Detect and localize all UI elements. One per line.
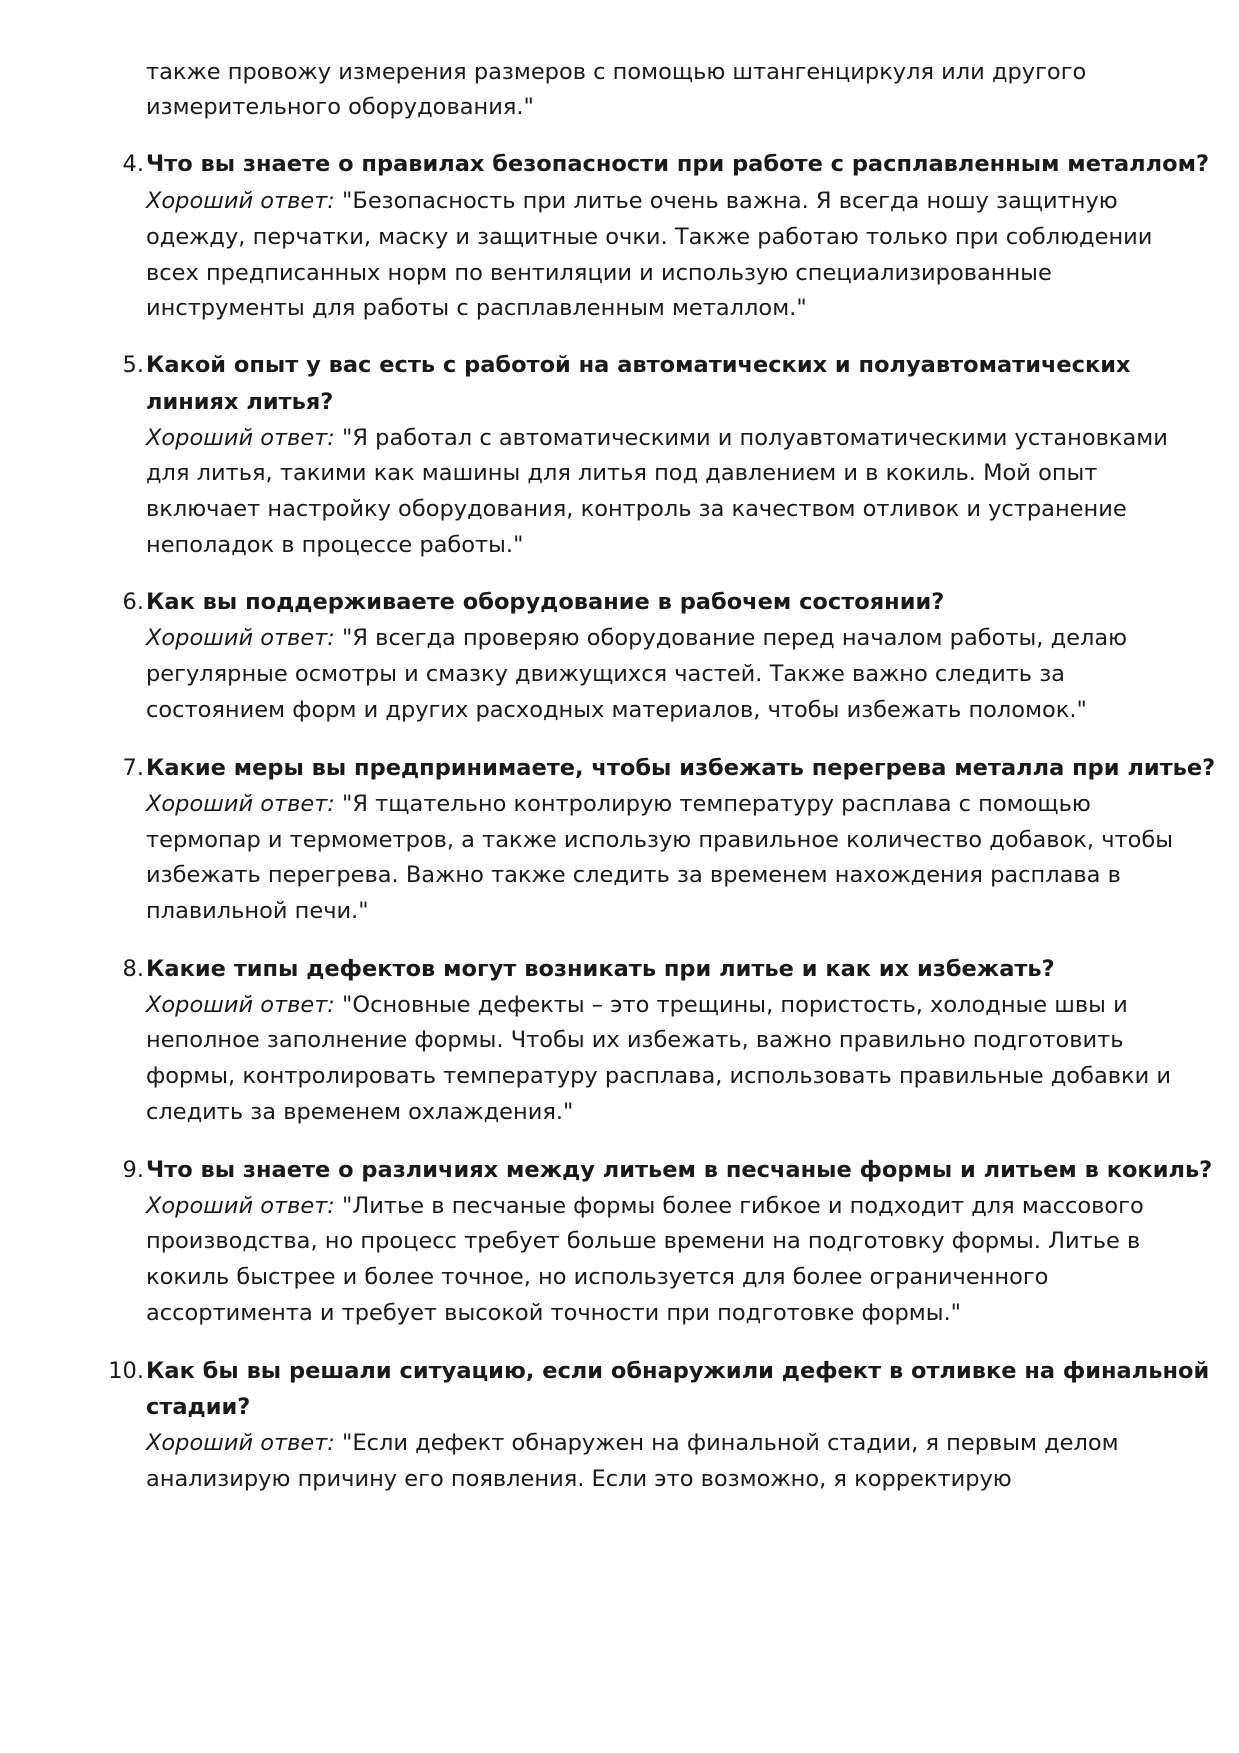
answer-line <box>146 990 1128 1020</box>
item-number: 5. <box>122 352 144 378</box>
answer-label: Хороший ответ: <box>146 992 335 1018</box>
answer-line <box>146 1428 1119 1458</box>
answer-label: Хороший ответ: <box>146 625 335 651</box>
question-text: стадии? <box>146 1394 251 1420</box>
answer-line <box>146 789 1091 819</box>
answer-line: одежду, перчатки, маску и защитные очки. Также работаю только при соблюдении <box>146 224 1153 250</box>
answer-line: избежать перегрева. Важно также следить за временем нахождения расплава в <box>146 862 1121 888</box>
item-number: 9. <box>122 1157 144 1183</box>
answer-label: Хороший ответ: <box>146 1193 335 1219</box>
answer-line: кокиль быстрее и более точное, но используется для более ограниченного <box>146 1264 1049 1290</box>
answer-text: "Я тщательно контролирую температуру расплава с помощью <box>334 791 1091 817</box>
answer-line: регулярные осмотры и смазку движущихся частей. Также важно следить за <box>146 661 1065 687</box>
answer-text: "Я работал с автоматическими и полуавтоматическими установками <box>334 425 1168 451</box>
answer-line: ассортимента и требует высокой точности при подготовке формы." <box>146 1300 961 1326</box>
intro-line: также провожу измерения размеров с помощью штангенциркуля или другого <box>146 59 1087 85</box>
question-text: линиях литья? <box>146 389 334 415</box>
answer-line <box>146 623 1127 653</box>
item-number: 10. <box>108 1358 144 1384</box>
question-text: Что вы знаете о правилах безопасности при работе с расплавленным металлом? <box>146 151 1210 177</box>
answer-line: для литья, такими как машины для литья под давлением и в кокиль. Мой опыт <box>146 460 1098 486</box>
question-text: Какие меры вы предпринимаете, чтобы избежать перегрева металла при литье? <box>146 755 1216 781</box>
answer-line: неполадок в процессе работы." <box>146 532 524 558</box>
answer-line: термопар и термометров, а также использую правильное количество добавок, чтобы <box>146 827 1174 853</box>
answer-line: формы, контролировать температуру расплава, использовать правильные добавки и <box>146 1063 1171 1089</box>
answer-text: "Если дефект обнаружен на финальной стадии, я первым делом <box>334 1430 1119 1456</box>
answer-line: включает настройку оборудования, контроль за качеством отливок и устранение <box>146 496 1127 522</box>
answer-label: Хороший ответ: <box>146 1430 335 1456</box>
answer-line: следить за временем охлаждения." <box>146 1099 574 1125</box>
answer-label: Хороший ответ: <box>146 425 335 451</box>
answer-line <box>146 186 1118 216</box>
answer-label: Хороший ответ: <box>146 791 335 817</box>
intro-line: измерительного оборудования." <box>146 94 534 120</box>
question-text: Какой опыт у вас есть с работой на автоматических и полуавтоматических <box>146 352 1131 378</box>
item-number: 7. <box>122 755 144 781</box>
answer-line: производства, но процесс требует больше времени на подготовку формы. Литье в <box>146 1228 1141 1254</box>
answer-line: инструменты для работы с расплавленным металлом." <box>146 295 807 321</box>
answer-line <box>146 1191 1144 1221</box>
answer-text: "Основные дефекты – это трещины, пористость, холодные швы и <box>334 992 1128 1018</box>
answer-line: плавильной печи." <box>146 898 369 924</box>
item-number: 8. <box>122 956 144 982</box>
answer-line: всех предписанных норм по вентиляции и использую специализированные <box>146 260 1052 286</box>
answer-text: "Литье в песчаные формы более гибкое и подходит для массового <box>334 1193 1144 1219</box>
question-text: Какие типы дефектов могут возникать при литье и как их избежать? <box>146 956 1055 982</box>
answer-text: "Я всегда проверяю оборудование перед началом работы, делаю <box>334 625 1128 651</box>
answer-label: Хороший ответ: <box>146 188 335 214</box>
answer-text: "Безопасность при литье очень важна. Я всегда ношу защитную <box>334 188 1118 214</box>
answer-line <box>146 423 1168 453</box>
item-number: 6. <box>122 589 144 615</box>
answer-line: состоянием форм и других расходных материалов, чтобы избежать поломок." <box>146 697 1087 723</box>
question-text: Что вы знаете о различиях между литьем в песчаные формы и литьем в кокиль? <box>146 1157 1213 1183</box>
item-number: 4. <box>122 151 144 177</box>
answer-line: неполное заполнение формы. Чтобы их избежать, важно правильно подготовить <box>146 1027 1124 1053</box>
answer-line: анализирую причину его появления. Если это возможно, я корректирую <box>146 1466 1012 1492</box>
question-text: Как бы вы решали ситуацию, если обнаружили дефект в отливке на финальной <box>146 1358 1210 1384</box>
question-text: Как вы поддерживаете оборудование в рабочем состоянии? <box>146 589 945 615</box>
